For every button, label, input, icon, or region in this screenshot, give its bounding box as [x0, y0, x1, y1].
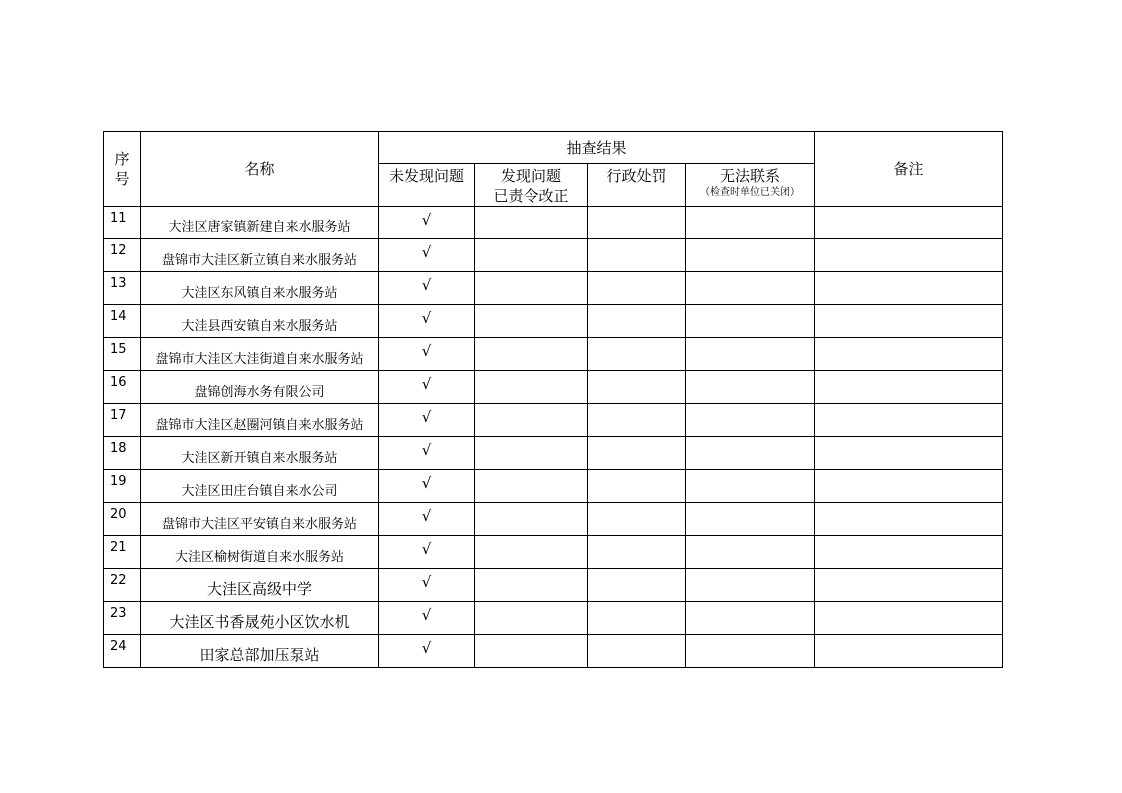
cell-penalty	[588, 437, 686, 470]
cell-name: 大洼县西安镇自来水服务站	[141, 305, 379, 338]
cell-name: 盘锦市大洼区平安镇自来水服务站	[141, 503, 379, 536]
cell-unreachable	[686, 536, 815, 569]
cell-seq: 12	[104, 239, 141, 272]
header-name: 名称	[141, 132, 379, 207]
cell-seq: 16	[104, 371, 141, 404]
cell-remarks	[815, 503, 1003, 536]
cell-fixed	[475, 305, 588, 338]
cell-remarks	[815, 569, 1003, 602]
cell-remarks	[815, 305, 1003, 338]
cell-penalty	[588, 239, 686, 272]
cell-no-issue: √	[379, 207, 475, 239]
cell-name: 大洼区东风镇自来水服务站	[141, 272, 379, 305]
cell-name: 田家总部加压泵站	[141, 635, 379, 668]
cell-remarks	[815, 602, 1003, 635]
table-row	[104, 536, 1003, 569]
table-row	[104, 207, 1003, 239]
cell-seq: 15	[104, 338, 141, 371]
cell-fixed	[475, 437, 588, 470]
cell-remarks	[815, 404, 1003, 437]
cell-penalty	[588, 635, 686, 668]
cell-no-issue: √	[379, 635, 475, 668]
cell-unreachable	[686, 569, 815, 602]
cell-unreachable	[686, 404, 815, 437]
cell-penalty	[588, 602, 686, 635]
table-row	[104, 404, 1003, 437]
header-penalty: 行政处罚	[588, 164, 686, 207]
cell-seq: 14	[104, 305, 141, 338]
cell-fixed	[475, 207, 588, 239]
inspection-results-table	[103, 131, 1003, 668]
cell-no-issue: √	[379, 404, 475, 437]
cell-fixed	[475, 371, 588, 404]
cell-unreachable	[686, 437, 815, 470]
cell-fixed	[475, 338, 588, 371]
cell-fixed	[475, 602, 588, 635]
cell-name: 大洼区唐家镇新建自来水服务站	[141, 207, 379, 239]
table-row	[104, 371, 1003, 404]
cell-unreachable	[686, 207, 815, 239]
cell-no-issue: √	[379, 602, 475, 635]
cell-name: 盘锦市大洼区赵圈河镇自来水服务站	[141, 404, 379, 437]
header-row-top	[104, 132, 1003, 164]
cell-remarks	[815, 470, 1003, 503]
cell-penalty	[588, 569, 686, 602]
cell-no-issue: √	[379, 503, 475, 536]
cell-seq: 17	[104, 404, 141, 437]
cell-no-issue: √	[379, 470, 475, 503]
cell-unreachable	[686, 635, 815, 668]
cell-penalty	[588, 470, 686, 503]
table-row	[104, 470, 1003, 503]
cell-seq: 18	[104, 437, 141, 470]
cell-remarks	[815, 239, 1003, 272]
cell-no-issue: √	[379, 338, 475, 371]
cell-seq: 24	[104, 635, 141, 668]
cell-name: 盘锦市大洼区新立镇自来水服务站	[141, 239, 379, 272]
header-unreachable: 无法联系 （检查时单位已关闭）	[686, 164, 815, 207]
cell-remarks	[815, 207, 1003, 239]
table-row	[104, 635, 1003, 668]
cell-penalty	[588, 338, 686, 371]
cell-name: 大洼区新开镇自来水服务站	[141, 437, 379, 470]
cell-penalty	[588, 207, 686, 239]
cell-name: 盘锦创海水务有限公司	[141, 371, 379, 404]
table-row	[104, 437, 1003, 470]
table-row	[104, 602, 1003, 635]
cell-remarks	[815, 635, 1003, 668]
cell-penalty	[588, 503, 686, 536]
cell-no-issue: √	[379, 536, 475, 569]
cell-seq: 19	[104, 470, 141, 503]
cell-unreachable	[686, 602, 815, 635]
cell-seq: 23	[104, 602, 141, 635]
table-row	[104, 569, 1003, 602]
header-no-issue: 未发现问题	[379, 164, 475, 207]
header-result-group: 抽查结果	[379, 132, 815, 164]
cell-no-issue: √	[379, 305, 475, 338]
cell-unreachable	[686, 338, 815, 371]
header-remarks: 备注	[815, 132, 1003, 207]
cell-penalty	[588, 371, 686, 404]
table-body	[104, 207, 1003, 668]
cell-fixed	[475, 272, 588, 305]
cell-seq: 21	[104, 536, 141, 569]
cell-no-issue: √	[379, 437, 475, 470]
cell-fixed	[475, 503, 588, 536]
cell-name: 大洼区田庄台镇自来水公司	[141, 470, 379, 503]
cell-seq: 11	[104, 207, 141, 239]
table-row	[104, 239, 1003, 272]
cell-fixed	[475, 404, 588, 437]
cell-fixed	[475, 569, 588, 602]
cell-penalty	[588, 536, 686, 569]
cell-remarks	[815, 371, 1003, 404]
cell-name: 大洼区高级中学	[141, 569, 379, 602]
cell-unreachable	[686, 239, 815, 272]
cell-seq: 13	[104, 272, 141, 305]
cell-penalty	[588, 272, 686, 305]
cell-remarks	[815, 536, 1003, 569]
cell-seq: 20	[104, 503, 141, 536]
cell-fixed	[475, 536, 588, 569]
cell-penalty	[588, 305, 686, 338]
cell-no-issue: √	[379, 239, 475, 272]
cell-fixed	[475, 470, 588, 503]
cell-unreachable	[686, 371, 815, 404]
cell-no-issue: √	[379, 371, 475, 404]
cell-remarks	[815, 338, 1003, 371]
table-row	[104, 503, 1003, 536]
table-row	[104, 305, 1003, 338]
cell-fixed	[475, 239, 588, 272]
cell-fixed	[475, 635, 588, 668]
cell-unreachable	[686, 272, 815, 305]
cell-no-issue: √	[379, 272, 475, 305]
cell-remarks	[815, 437, 1003, 470]
header-fixed: 发现问题 已责令改正	[475, 164, 588, 207]
table-row	[104, 272, 1003, 305]
cell-name: 盘锦市大洼区大洼街道自来水服务站	[141, 338, 379, 371]
cell-unreachable	[686, 503, 815, 536]
cell-name: 大洼区榆树街道自来水服务站	[141, 536, 379, 569]
cell-no-issue: √	[379, 569, 475, 602]
cell-unreachable	[686, 470, 815, 503]
cell-penalty	[588, 404, 686, 437]
header-unreachable-note: （检查时单位已关闭）	[700, 187, 800, 198]
cell-name: 大洼区书香晟苑小区饮水机	[141, 602, 379, 635]
table-row	[104, 338, 1003, 371]
cell-seq: 22	[104, 569, 141, 602]
header-seq: 序号	[104, 132, 141, 207]
cell-remarks	[815, 272, 1003, 305]
cell-unreachable	[686, 305, 815, 338]
